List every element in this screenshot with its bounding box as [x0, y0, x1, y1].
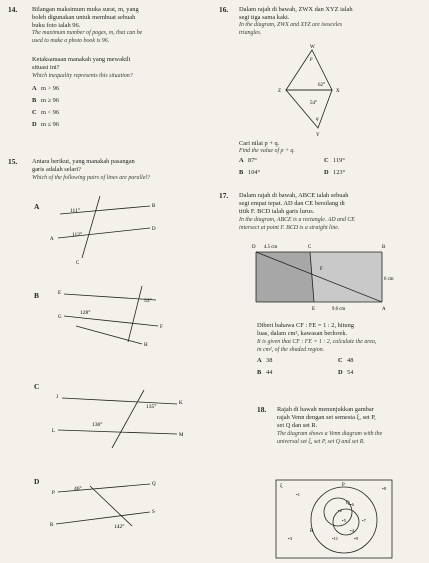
- q18-text-3: set Q dan set R.: [277, 422, 318, 429]
- q18-element-6: •6: [350, 502, 354, 507]
- q15-option-b-label[interactable]: B: [34, 291, 39, 300]
- q18-element-5: •5: [342, 518, 346, 523]
- q18-set-p-label: P: [342, 483, 345, 488]
- q14-ask-2: situasi ini?: [32, 64, 60, 71]
- q17-english-1: In the diagram, ABCE is a rectangle. AD and CE: [239, 217, 355, 223]
- q15-a-point-d: D: [152, 227, 156, 232]
- q16-text-2: segi tiga sama kaki.: [239, 14, 290, 21]
- q15-d-point-r: R: [50, 523, 54, 528]
- q15-b-point-e: E: [58, 291, 62, 296]
- q16-angle-q: q: [316, 117, 319, 122]
- q15-b-point-g: G: [58, 315, 62, 320]
- q14-option-a[interactable]: A m > 96: [32, 85, 60, 92]
- q17-point-e: E: [312, 307, 316, 312]
- q17-option-c[interactable]: C 48: [338, 357, 354, 364]
- q16-ask-english: Find the value of p + q.: [239, 148, 295, 154]
- q16-option-b[interactable]: B 104°: [239, 169, 261, 176]
- q15-a-point-a: A: [50, 237, 54, 242]
- q15-english: Which of the following pairs of lines are parallel?: [32, 175, 150, 181]
- q16-angle-1: 62°: [318, 83, 325, 88]
- q15-text-1: Antara berikut, yang manakah pasangan: [32, 158, 135, 165]
- q14-ask-english: Which inequality represents this situation?: [32, 73, 133, 79]
- q15-text-2: garis adalah selari?: [32, 166, 81, 173]
- q17-text-2: segi empat tepat. AD dan CE bersilang di: [239, 200, 345, 207]
- q15-c-point-k: K: [179, 401, 183, 406]
- q15-a-angle-1: 111°: [70, 208, 81, 214]
- q14-option-c[interactable]: C m < 96: [32, 109, 60, 116]
- q18-element-3: •3: [288, 536, 292, 541]
- q18-set-q-label: Q: [346, 501, 350, 506]
- q18-universal-symbol: ξ: [280, 483, 283, 489]
- q17-point-d: D: [252, 245, 256, 250]
- q14-english-1: The maximum number of pages, m, that can be: [32, 30, 143, 36]
- q17-option-b[interactable]: B 44: [257, 369, 273, 376]
- q15-option-d-label[interactable]: D: [34, 477, 40, 486]
- q14-english-2: used to make a photo book is 96.: [32, 38, 110, 44]
- q15-d-point-s: S: [152, 510, 155, 515]
- q16-ask: Cari nilai p + q.: [239, 140, 280, 147]
- q16-english-1: In the diagram, ZWX and XYZ are isosceles: [239, 22, 343, 28]
- q15-option-d-diagram: [50, 476, 165, 546]
- q17-english-2: intersect at point F. BCD is a straight line.: [239, 225, 340, 231]
- q16-english-2: triangles.: [239, 30, 262, 36]
- q18-element-1: •1: [296, 492, 300, 497]
- q16-diagram: [278, 42, 353, 137]
- q14-text-2: boleh digunakan untuk membuat sebuah: [32, 14, 136, 21]
- q17-given-english-2: in cm², of the shaded region.: [257, 347, 325, 353]
- q18-english-2: universal set ξ, set P, set Q and set R.: [277, 439, 365, 445]
- q15-option-a-label[interactable]: A: [34, 202, 40, 211]
- q17-text-1: Dalam rajah di bawah, ABCE ialah sebuah: [239, 192, 349, 199]
- q16-number: 16.: [219, 5, 229, 14]
- q15-b-angle-1: 53°: [144, 298, 152, 304]
- q15-option-a-diagram: [50, 196, 165, 266]
- q15-d-angle-1: 46°: [74, 486, 82, 492]
- q18-element-11: •11: [332, 536, 339, 541]
- q15-number: 15.: [8, 157, 18, 166]
- q17-point-a: A: [382, 307, 386, 312]
- q15-c-point-j: J: [56, 395, 58, 400]
- q17-point-c: C: [308, 245, 312, 250]
- q15-option-b-diagram: [56, 286, 176, 348]
- q17-label-top: 4.5 cm: [264, 245, 278, 250]
- q18-number: 18.: [257, 405, 267, 414]
- q17-given-1: Diberi bahawa CF : FE = 1 : 2, hitung: [257, 322, 354, 329]
- q16-point-w: W: [310, 45, 315, 50]
- q17-number: 17.: [219, 191, 229, 200]
- q17-given-english-1: It is given that CF : FE = 1 : 2, calculate the area,: [257, 339, 377, 345]
- q14-option-b[interactable]: B m ≥ 96: [32, 97, 60, 104]
- q14-number: 14.: [8, 5, 18, 14]
- q15-d-point-p: P: [52, 491, 55, 496]
- q16-option-d[interactable]: D 123°: [324, 169, 346, 176]
- q17-option-d[interactable]: D 54: [338, 369, 354, 376]
- q15-d-point-q: Q: [152, 482, 156, 487]
- q18-english-1: The diagram shows a Venn diagram with the: [277, 431, 383, 437]
- q18-element-9: •9: [354, 536, 358, 541]
- q18-venn-diagram: [274, 478, 394, 560]
- q14-text-3: buku foto ialah 96.: [32, 22, 81, 29]
- q17-point-b: B: [382, 245, 386, 250]
- q18-set-r-label: R: [310, 529, 314, 534]
- q15-a-point-b: B: [152, 204, 156, 209]
- q15-option-c-diagram: [52, 390, 182, 460]
- q15-d-angle-2: 142°: [114, 524, 125, 530]
- q16-angle-p: p: [310, 57, 313, 62]
- q17-given-2: luas, dalam cm², kawasan berlorek.: [257, 330, 348, 337]
- q15-option-c-label[interactable]: C: [34, 382, 40, 391]
- q17-option-a[interactable]: A 38: [257, 357, 273, 364]
- q15-a-point-c: C: [76, 261, 80, 266]
- q18-element-8: •8: [382, 486, 386, 491]
- q16-point-x: X: [336, 89, 340, 94]
- q18-element-4: •4: [350, 528, 354, 533]
- q16-option-c[interactable]: C 119°: [324, 157, 345, 164]
- q15-b-point-h: H: [144, 343, 148, 348]
- q17-point-f: F: [320, 267, 323, 272]
- q17-label-side: 6 cm: [384, 277, 394, 282]
- q17-text-3: titik F. BCD ialah garis lurus.: [239, 208, 315, 215]
- q18-text-1: Rajah di bawah menunjukkan gambar: [277, 406, 374, 413]
- q18-text-2: rajah Venn dengan set semesta ξ, set P,: [277, 414, 376, 421]
- q15-a-angle-2: 112°: [72, 232, 83, 238]
- q17-diagram: [252, 240, 402, 315]
- q16-angle-2: 54°: [310, 101, 317, 106]
- q14-option-d[interactable]: D m ≤ 96: [32, 121, 60, 128]
- q16-point-z: Z: [278, 89, 282, 94]
- q18-element-2: •2: [338, 508, 342, 513]
- q18-element-7: •7: [362, 518, 366, 523]
- q14-text-1: Bilangan maksimum muka surat, m, yang: [32, 6, 139, 13]
- q14-ask-1: Ketaksamaan manakah yang mewakili: [32, 56, 131, 63]
- q15-c-point-l: L: [52, 429, 56, 434]
- q15-b-point-f: F: [160, 325, 163, 330]
- q16-option-a[interactable]: A 87°: [239, 157, 257, 164]
- q15-c-angle-1: 135°: [146, 404, 157, 410]
- q16-point-y: Y: [316, 133, 320, 138]
- q16-text-1: Dalam rajah di bawah, ZWX dan XYZ ialah: [239, 6, 353, 13]
- q15-c-point-m: M: [179, 433, 184, 438]
- q17-label-bottom: 9.6 cm: [332, 307, 346, 312]
- q15-b-angle-2: 128°: [80, 310, 91, 316]
- q15-c-angle-2: 136°: [92, 422, 103, 428]
